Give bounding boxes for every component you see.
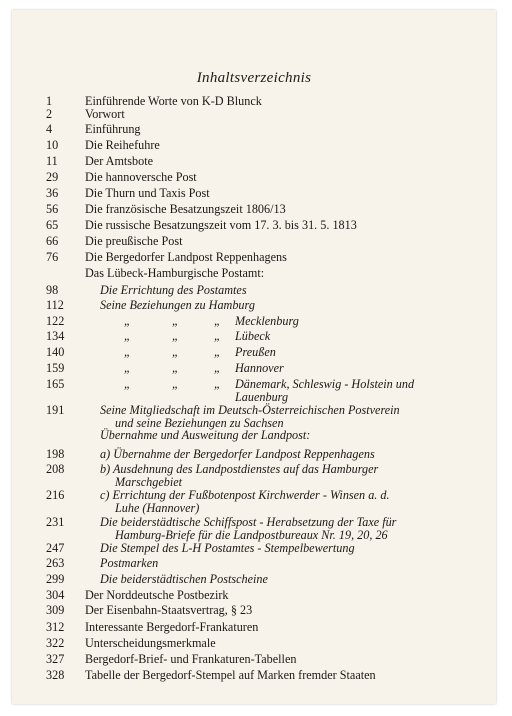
entry-title: Interessante Bergedorf-Frankaturen	[85, 620, 259, 634]
page-number: 65	[46, 218, 59, 232]
page-number: 1	[46, 94, 53, 108]
entry-title: Die Errichtung des Postamtes	[100, 283, 247, 297]
page-number: 56	[46, 202, 59, 216]
entry-title: a) Übernahme der Bergedorfer Landpost Reppenhagens	[100, 447, 375, 461]
entry-title: Seine Mitgliedschaft im Deutsch-Österreichischen Postverein	[100, 403, 400, 417]
ditto-mark: „	[124, 361, 131, 375]
page-number: 216	[46, 488, 65, 502]
entry-title: Die beiderstädtischen Postscheine	[100, 572, 268, 586]
entry-title: Lübeck	[235, 329, 271, 343]
page-number: 231	[46, 515, 65, 529]
page-number: 29	[46, 170, 59, 184]
entry-title: Die Reihefuhre	[85, 138, 160, 152]
page-number: 112	[46, 298, 64, 312]
ditto-mark: „	[214, 345, 221, 359]
page-number: 263	[46, 556, 65, 570]
entry-title: Die beiderstädtische Schiffspost - Herabsetzung der Taxe für	[100, 515, 397, 529]
entry-title: Einführung	[85, 122, 141, 136]
page-number: 208	[46, 462, 65, 476]
page-number: 247	[46, 541, 65, 555]
entry-title: Das Lübeck-Hamburgische Postamt:	[85, 266, 265, 280]
page-number: 4	[46, 122, 53, 136]
entry-title: Bergedorf-Brief- und Frankaturen-Tabellen	[85, 652, 297, 666]
page-number: 165	[46, 377, 65, 391]
ditto-mark: „	[214, 377, 221, 391]
entry-title: Die russische Besatzungszeit vom 17. 3. bis 31. 5. 1813	[85, 218, 357, 232]
entry-title: Übernahme und Ausweitung der Landpost:	[100, 428, 311, 442]
page-number: 140	[46, 345, 65, 359]
page-number: 66	[46, 234, 59, 248]
page-number: 36	[46, 186, 59, 200]
ditto-mark: „	[124, 329, 131, 343]
entry-title: Mecklenburg	[235, 314, 299, 328]
entry-title: Der Amtsbote	[85, 154, 154, 168]
ditto-mark: „	[214, 329, 221, 343]
entry-title: Die Bergedorfer Landpost Reppenhagens	[85, 250, 287, 264]
entry-title: Die Stempel des L-H Postamtes - Stempelbewertung	[100, 541, 355, 555]
page-number: 328	[46, 668, 65, 682]
page-number: 322	[46, 636, 65, 650]
ditto-mark: „	[172, 314, 179, 328]
entry-title: Die Thurn und Taxis Post	[85, 186, 210, 200]
entry-title: Der Eisenbahn-Staatsvertrag, § 23	[85, 603, 253, 617]
entry-title-continued: Hamburg-Briefe für die Landpostbureaux Nr. 19, 20, 26	[115, 528, 388, 542]
entry-title: Dänemark, Schleswig - Holstein und	[235, 377, 415, 391]
entry-title: b) Ausdehnung des Landpostdienstes auf das Hamburger	[100, 462, 379, 476]
book-page	[12, 10, 496, 704]
entry-title-continued: und seine Beziehungen zu Sachsen	[115, 416, 284, 430]
ditto-mark: „	[214, 361, 221, 375]
page-number: 2	[46, 107, 53, 121]
entry-title: Einführende Worte von K-D Blunck	[85, 94, 262, 108]
ditto-mark: „	[124, 377, 131, 391]
entry-title: Unterscheidungsmerkmale	[85, 636, 216, 650]
entry-title: c) Errichtung der Fußbotenpost Kirchwerder - Winsen a. d.	[100, 488, 390, 502]
page-number: 327	[46, 652, 65, 666]
entry-title: Die hannoversche Post	[85, 170, 197, 184]
page-number: 134	[46, 329, 65, 343]
entry-title: Tabelle der Bergedorf-Stempel auf Marken fremder Staaten	[85, 668, 376, 682]
ditto-mark: „	[172, 345, 179, 359]
entry-title: Postmarken	[100, 556, 159, 570]
entry-title-continued: Lauenburg	[235, 390, 289, 404]
page-number: 11	[46, 154, 58, 168]
table-of-contents	[12, 10, 496, 704]
page-number: 299	[46, 572, 65, 586]
page-number: 122	[46, 314, 65, 328]
entry-title-continued: Marschgebiet	[115, 475, 183, 489]
ditto-mark: „	[214, 314, 221, 328]
ditto-mark: „	[172, 361, 179, 375]
page-number: 98	[46, 283, 59, 297]
page-number: 198	[46, 447, 65, 461]
ditto-mark: „	[172, 329, 179, 343]
page-number: 191	[46, 403, 65, 417]
entry-title: Hannover	[235, 361, 284, 375]
ditto-mark: „	[124, 345, 131, 359]
ditto-mark: „	[172, 377, 179, 391]
entry-title: Vorwort	[85, 107, 125, 121]
page-number: 309	[46, 603, 65, 617]
entry-title-continued: Luhe (Hannover)	[115, 501, 200, 515]
entry-title: Preußen	[235, 345, 276, 359]
page-number: 10	[46, 138, 59, 152]
entry-title: Die preußische Post	[85, 234, 183, 248]
page-number: 312	[46, 620, 65, 634]
page-number: 76	[46, 250, 59, 264]
ditto-mark: „	[124, 314, 131, 328]
page-number: 159	[46, 361, 65, 375]
entry-title: Seine Beziehungen zu Hamburg	[100, 298, 255, 312]
entry-title: Der Norddeutsche Postbezirk	[85, 588, 229, 602]
page-title: Inhaltsverzeichnis	[196, 70, 312, 86]
page-number: 304	[46, 588, 65, 602]
entry-title: Die französische Besatzungszeit 1806/13	[85, 202, 286, 216]
